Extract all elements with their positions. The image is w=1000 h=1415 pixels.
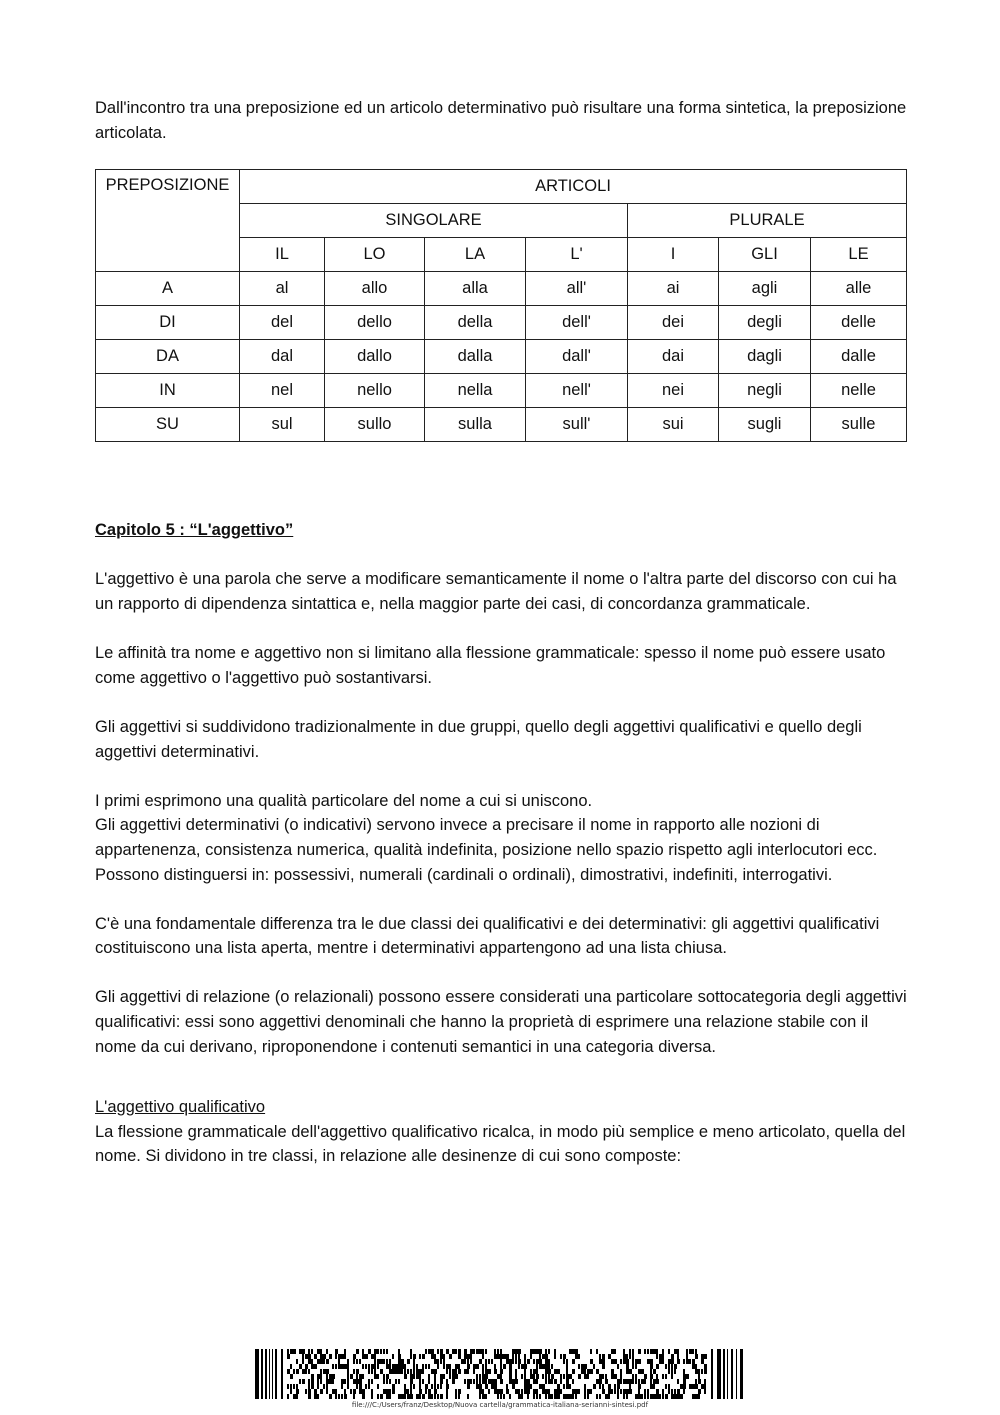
intro-paragraph: Dall'incontro tra una preposizione ed un articolo determinativo può risultare una forma sintetica, la preposizione articolata. — [95, 99, 907, 142]
table-cell: al — [240, 272, 325, 306]
table-row — [96, 408, 907, 442]
paragraph: Gli aggettivi determinativi (o indicativi) servono invece a precisare il nome in rapporto alle nozioni di appartenenza, consistenza numerica, qualità indefinita, posizione nello spazio rispetto agli interlocutori ecc. Possono distinguersi in: possessivi, numerali (cardinali o ordinali), dimostrativi, indefiniti, interrogativi. — [95, 816, 878, 884]
articoli-header: ARTICOLI — [240, 170, 907, 204]
article-header: LA — [425, 238, 526, 272]
table-corner-header: PREPOSIZIONE — [96, 170, 240, 272]
singolare-header: SINGOLARE — [240, 204, 628, 238]
paragraph: Le affinità tra nome e aggettivo non si limitano alla flessione grammaticale: spesso il nome può essere usato come aggettivo o l'aggettivo può sostantivarsi. — [95, 644, 886, 687]
table-cell: sul — [240, 408, 325, 442]
table-cell: degli — [719, 306, 811, 340]
article-header: IL — [240, 238, 325, 272]
table-cell: nel — [240, 374, 325, 408]
table-cell: della — [425, 306, 526, 340]
table-row — [96, 340, 907, 374]
article-header: L' — [526, 238, 628, 272]
article-header: I — [628, 238, 719, 272]
preposition-cell: DI — [96, 306, 240, 340]
table-cell: dalla — [425, 340, 526, 374]
sub-paragraph: La flessione grammaticale dell'aggettivo qualificativo ricalca, in modo più semplice e meno articolato, quella del nome. Si dividono in tre classi, in relazione alle desinenze di cui sono composte: — [95, 1122, 906, 1166]
table-cell: sull' — [526, 408, 628, 442]
table-cell: all' — [526, 272, 628, 306]
paragraph: Gli aggettivi di relazione (o relazionali) possono essere considerati una particolare sottocategoria degli aggettivi qualificativi: essi sono aggettivi denominali che hanno la proprietà di esprimere una relazione stabile con il nome da cui derivano, riproponendone i contenuti semantici in una categoria diversa. — [95, 988, 907, 1056]
paragraph: L'aggettivo è una parola che serve a modificare semanticamente il nome o l'altra parte del discorso con cui ha un rapporto di dipendenza sintattica e, nella maggior parte dei casi, di concordanza grammaticale. — [95, 570, 897, 613]
table-cell: alle — [811, 272, 907, 306]
table-cell: sulle — [811, 408, 907, 442]
preposition-cell: SU — [96, 408, 240, 442]
table-cell: dei — [628, 306, 719, 340]
paragraph: C'è una fondamentale differenza tra le due classi dei qualificativi e dei determinativi: gli aggettivi qualificativi costituiscono una lista aperta, mentre i determinativi appartengono ad una lista chiusa. — [95, 914, 880, 958]
preposition-cell: A — [96, 272, 240, 306]
table-cell: alla — [425, 272, 526, 306]
table-cell: dell' — [526, 306, 628, 340]
plurale-header: PLURALE — [628, 204, 907, 238]
barcode-image — [255, 1349, 743, 1399]
table-cell: nello — [325, 374, 425, 408]
preposition-table — [95, 169, 907, 442]
table-cell: sui — [628, 408, 719, 442]
table-cell: dagli — [719, 340, 811, 374]
preposition-cell: IN — [96, 374, 240, 408]
paragraph: I primi esprimono una qualità particolare del nome a cui si uniscono. — [95, 791, 593, 810]
table-cell: delle — [811, 306, 907, 340]
table-row — [96, 272, 907, 306]
chapter-title: Capitolo 5 : “L'aggettivo” — [95, 521, 294, 540]
preposition-cell: DA — [96, 340, 240, 374]
subheading: L'aggettivo qualificativo — [95, 1098, 266, 1117]
table-cell: allo — [325, 272, 425, 306]
table-cell: dal — [240, 340, 325, 374]
table-cell: nell' — [526, 374, 628, 408]
table-cell: nelle — [811, 374, 907, 408]
table-cell: dello — [325, 306, 425, 340]
table-cell: negli — [719, 374, 811, 408]
table-cell: dallo — [325, 340, 425, 374]
table-cell: sugli — [719, 408, 811, 442]
table-cell: nella — [425, 374, 526, 408]
footer-file-path: file:///C:/Users/franz/Desktop/Nuova cartella/grammatica-italiana-serianni-sintesi.pdf — [351, 1401, 649, 1409]
table-row — [96, 374, 907, 408]
article-header: GLI — [719, 238, 811, 272]
table-cell: dall' — [526, 340, 628, 374]
document-page — [95, 96, 907, 1169]
article-header: LO — [325, 238, 425, 272]
table-cell: dalle — [811, 340, 907, 374]
table-cell: nei — [628, 374, 719, 408]
table-cell: sulla — [425, 408, 526, 442]
table-cell: del — [240, 306, 325, 340]
article-header: LE — [811, 238, 907, 272]
table-row — [96, 306, 907, 340]
paragraph: Gli aggettivi si suddividono tradizionalmente in due gruppi, quello degli aggettivi qualificativi e quello degli aggettivi determinativi. — [95, 717, 862, 761]
table-cell: dai — [628, 340, 719, 374]
table-cell: sullo — [325, 408, 425, 442]
table-cell: agli — [719, 272, 811, 306]
table-cell: ai — [628, 272, 719, 306]
